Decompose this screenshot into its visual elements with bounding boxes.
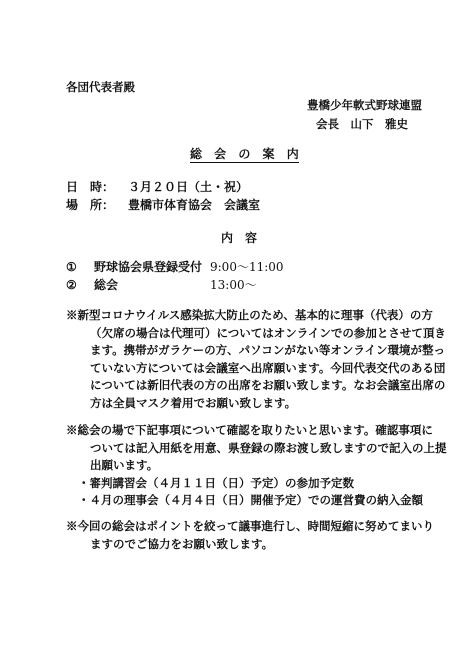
note-line: ※新型コロナウイルス感染拡大防止のため、基本的に理事（代表）の方 [66,308,433,322]
addressee: 各団代表者殿 [66,80,135,94]
date-value: ３月２０日（土・祝） [128,180,249,194]
note-line: （欠席の場合は代理可）についてはオンラインでの参加とさせて頂き [90,325,446,340]
bullet-item: ・審判講習会（４月１１日（日）予定）の参加予定数 [78,475,354,490]
note-line: 方は全員マスク着用でお願い致します。 [90,395,297,410]
item-number: ② [66,278,77,292]
note-line: については新旧代表の方の出席をお願い致します。なお会議室出席の [90,378,446,392]
contents-heading: 内 容 [221,231,258,245]
date-label: 日 時： [66,180,115,194]
note-cooperation-request [66,518,434,553]
place-label: 場 所： [66,198,115,212]
note-line: ますのでご協力をお願い致します。 [90,536,274,551]
note-line: ていない方については会議室へ出席願います。今回代表交代のある団 [90,360,446,375]
item-number: ① [66,260,77,274]
signer-name: 会長 山下 雅史 [316,117,408,131]
note-line: ついては記入用紙を用意、県登録の際お渡し致しますので記入の上提 [90,440,447,455]
document-title [190,147,299,161]
note-online-participation [66,307,446,412]
item-time: 9:00～11:00 [210,260,284,274]
organization-name: 豊橋少年軟式野球連盟 [307,98,422,112]
note-confirmation-items [66,422,447,510]
bullet-item: ・４月の理事会（４月４日（日）開催予定）での運営費の納入金額 [78,493,423,507]
item-label: 野球協会県登録受付 [94,260,203,274]
item-label: 総会 [94,278,119,292]
item-time: 13:00～ [210,278,257,292]
note-line: 出願います。 [90,458,159,472]
document-title-text: 総 会 の 案 内 [190,147,299,161]
place-value: 豊橋市体育協会 会議室 [128,198,261,212]
note-line: ます。携帯がガラケーの方、パソコンがない等オンライン環境が整っ [90,343,446,357]
note-line: ※総会の場で下記事項について確認を取りたいと思います。確認事項に [66,423,433,437]
note-line: ※今回の総会はポイントを絞って議事進行し、時間短縮に努めてまいり [66,519,434,533]
